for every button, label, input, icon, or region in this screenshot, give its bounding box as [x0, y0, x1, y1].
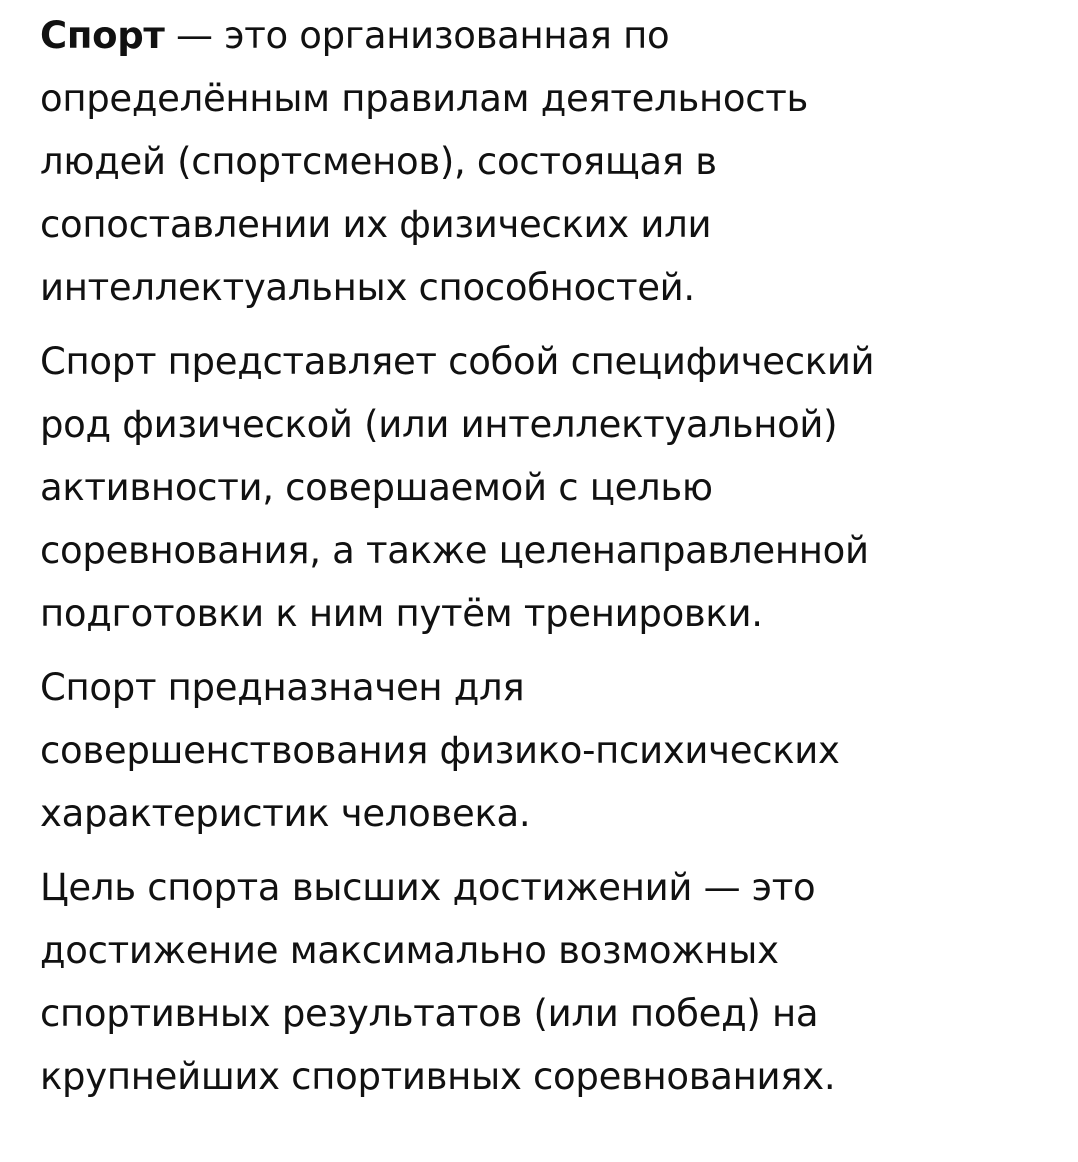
text-line: людей (спортсменов), состоящая в	[40, 140, 717, 183]
text-line: характеристик человека.	[40, 792, 531, 835]
text-line	[40, 4, 1050, 67]
paragraph-gap	[40, 319, 1050, 330]
paragraph-definition	[40, 4, 1050, 319]
text-line: Спорт предназначен для	[40, 666, 525, 709]
text-line: подготовки к ним путём тренировки.	[40, 592, 763, 635]
text-line: род физической (или интеллектуальной)	[40, 403, 838, 446]
text-line: сопоставлении их физических или	[40, 203, 712, 246]
text-line: интеллектуальных способностей.	[40, 266, 695, 309]
text-line: крупнейших спортивных соревнованиях.	[40, 1055, 836, 1098]
paragraph-activity	[40, 330, 1050, 645]
article-text	[40, 4, 1050, 1108]
text-line: Цель спорта высших достижений — это	[40, 866, 816, 909]
text-line: активности, совершаемой с целью	[40, 466, 713, 509]
paragraph-gap	[40, 645, 1050, 656]
text-line: Спорт представляет собой специфический	[40, 340, 875, 383]
text-line: достижение максимально возможных	[40, 929, 779, 972]
text-line: определённым правилам деятельность	[40, 77, 809, 120]
text-line-content: — это организованная по	[164, 14, 670, 57]
text-line: соревнования, а также целенаправленной	[40, 529, 869, 572]
text-line: совершенствования физико-психических	[40, 729, 840, 772]
paragraph-goal	[40, 856, 1050, 1108]
paragraph-purpose	[40, 656, 1050, 845]
text-line: спортивных результатов (или побед) на	[40, 992, 819, 1035]
defined-term: Спорт	[40, 14, 165, 57]
paragraph-gap	[40, 845, 1050, 856]
